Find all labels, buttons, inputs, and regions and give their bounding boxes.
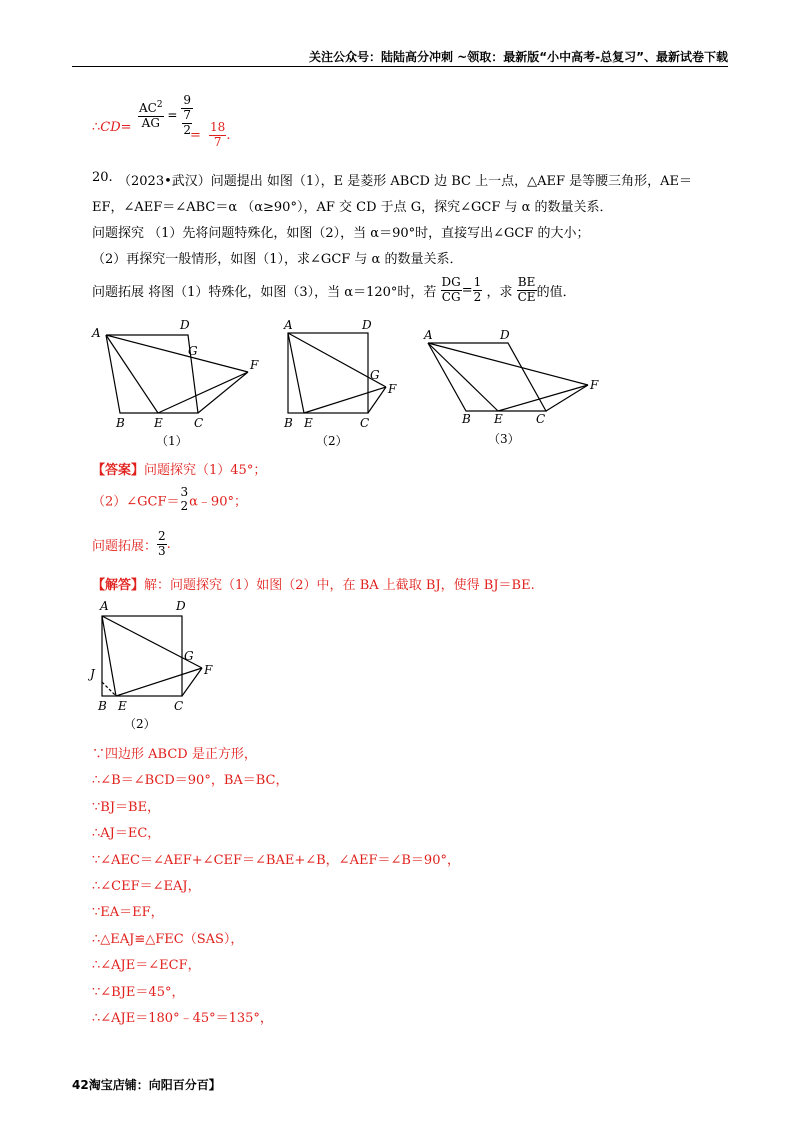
fig3-label-b: B <box>462 412 471 426</box>
fig2-label-b: B <box>284 416 293 430</box>
solution-step: ∵BJ＝BE， <box>92 799 161 815</box>
solution-step: ∴∠B＝∠BCD＝90°，BA＝BC， <box>92 773 289 789</box>
figure-1 <box>106 335 248 413</box>
fig3-label-d: D <box>500 328 510 342</box>
answer-line-2: （2）∠GCF＝ 3 2 α﹣90°； <box>92 485 247 513</box>
solution-step: ∴∠AJE＝∠ECF， <box>92 958 201 974</box>
solution-step: ∴∠AJE＝180°﹣45°＝135°， <box>92 1011 273 1027</box>
header-rule <box>72 66 728 67</box>
sol-fig-label-f: F <box>204 663 213 677</box>
problem-line-5: 问题拓展 将图（1）特殊化，如图（3），当 α＝120°时，若 $\frac{DG}{CG}$ = $\frac{1}{2}$ ，求 $\frac{BE}{CE}$ 的值． <box>92 275 576 304</box>
fig2-label-g: G <box>370 368 380 382</box>
answer-line-1: 【答案】问题探究（1）45°； <box>92 463 267 478</box>
fig3-label-c: C <box>536 412 546 426</box>
solution-figure-2 <box>86 596 226 736</box>
fig1-label-g: G <box>188 344 198 358</box>
fig3-label-e: E <box>494 412 503 426</box>
solution-step: ∵∠AEC＝∠AEF+∠CEF＝∠BAE+∠B，∠AEF＝∠B＝90°， <box>92 852 460 868</box>
answer-line-3: 问题拓展： $\frac{2}{3}$ . <box>92 529 171 558</box>
solution-step: ∴AJ＝EC， <box>92 826 161 842</box>
solution-step: ∵∠BJE＝45°， <box>92 984 185 1000</box>
fig1-label-c: C <box>194 416 204 430</box>
problem-line-3: 问题探究 （1）先将问题特殊化，如图（2），当 α＝90°时，直接写出∠GCF 的大小； <box>92 226 590 241</box>
fig3-label-a: A <box>424 328 433 342</box>
solution-step: ∴△EAJ≌△FEC（SAS）， <box>92 931 244 947</box>
sol-fig-label-a: A <box>100 599 109 613</box>
fig2-label-c: C <box>360 416 370 430</box>
sol-fig-label-j: J <box>90 667 95 681</box>
fig1-label-a: A <box>92 326 101 340</box>
page-header: 关注公众号：陆陆高分冲刺 ~领取：最新版“小中高考-总复习”、最新试卷下载 <box>309 50 728 64</box>
solution-step: ∵四边形 ABCD 是正方形， <box>92 747 257 762</box>
problem-line-1: （2023•武汉）问题提出 如图（1），E 是菱形 ABCD 边 BC 上一点，△AEF 是等腰三角形，AE＝ <box>118 174 693 189</box>
top-calc-ratio: $\frac{AC^2}{AG}$ = $\frac{9}{\frac{7}{2}}$ <box>139 93 191 137</box>
sol-fig-caption: （2） <box>124 717 156 731</box>
fig1-label-b: B <box>116 416 125 430</box>
sol-fig-label-c: C <box>174 699 184 713</box>
fig1-label-e: E <box>154 416 163 430</box>
solution-steps <box>92 742 460 1032</box>
fig2-caption: （2） <box>316 434 348 448</box>
fig1-caption: （1） <box>156 434 188 448</box>
sol-fig-label-g: G <box>184 649 194 663</box>
footer-text: 淘宝店铺：向阳百分百】 <box>88 1078 221 1092</box>
sol-fig-label-b: B <box>98 699 107 713</box>
top-calc-result: = $\frac{18}{7}$ . <box>190 120 231 149</box>
fig2-label-e: E <box>304 416 313 430</box>
problem-line-2: EF，∠AEF＝∠ABC＝α （α≥90°），AF 交 CD 于点 G，探究∠GCF 与 α 的数量关系． <box>92 200 613 215</box>
sol-fig-label-e: E <box>118 699 127 713</box>
fig2-label-d: D <box>362 318 372 332</box>
top-calc-cd: ∴CD= <box>92 120 132 135</box>
problem-figures <box>80 315 640 455</box>
problem-line-4: （2）再探究一般情形，如图（1），求∠GCF 与 α 的数量关系． <box>92 252 463 267</box>
solution-step: ∵EA＝EF， <box>92 905 164 921</box>
solution-step: ∴∠CEF＝∠EAJ， <box>92 879 201 895</box>
problem-number: 20. <box>92 170 113 185</box>
sol-fig-label-d: D <box>176 599 186 613</box>
fig1-label-f: F <box>250 358 259 372</box>
fig3-label-f: F <box>590 378 599 392</box>
fig3-caption: （3） <box>488 432 520 446</box>
solution-intro: 【解答】解：问题探究（1）如图（2）中，在 BA 上截取 BJ，使得 BJ＝BE. <box>92 578 535 593</box>
figure-3 <box>428 343 588 411</box>
fig1-label-d: D <box>180 318 190 332</box>
page-footer <box>72 1076 221 1093</box>
fig2-label-a: A <box>284 318 293 332</box>
page-number: 42 <box>72 1078 89 1092</box>
fig2-label-f: F <box>388 382 397 396</box>
